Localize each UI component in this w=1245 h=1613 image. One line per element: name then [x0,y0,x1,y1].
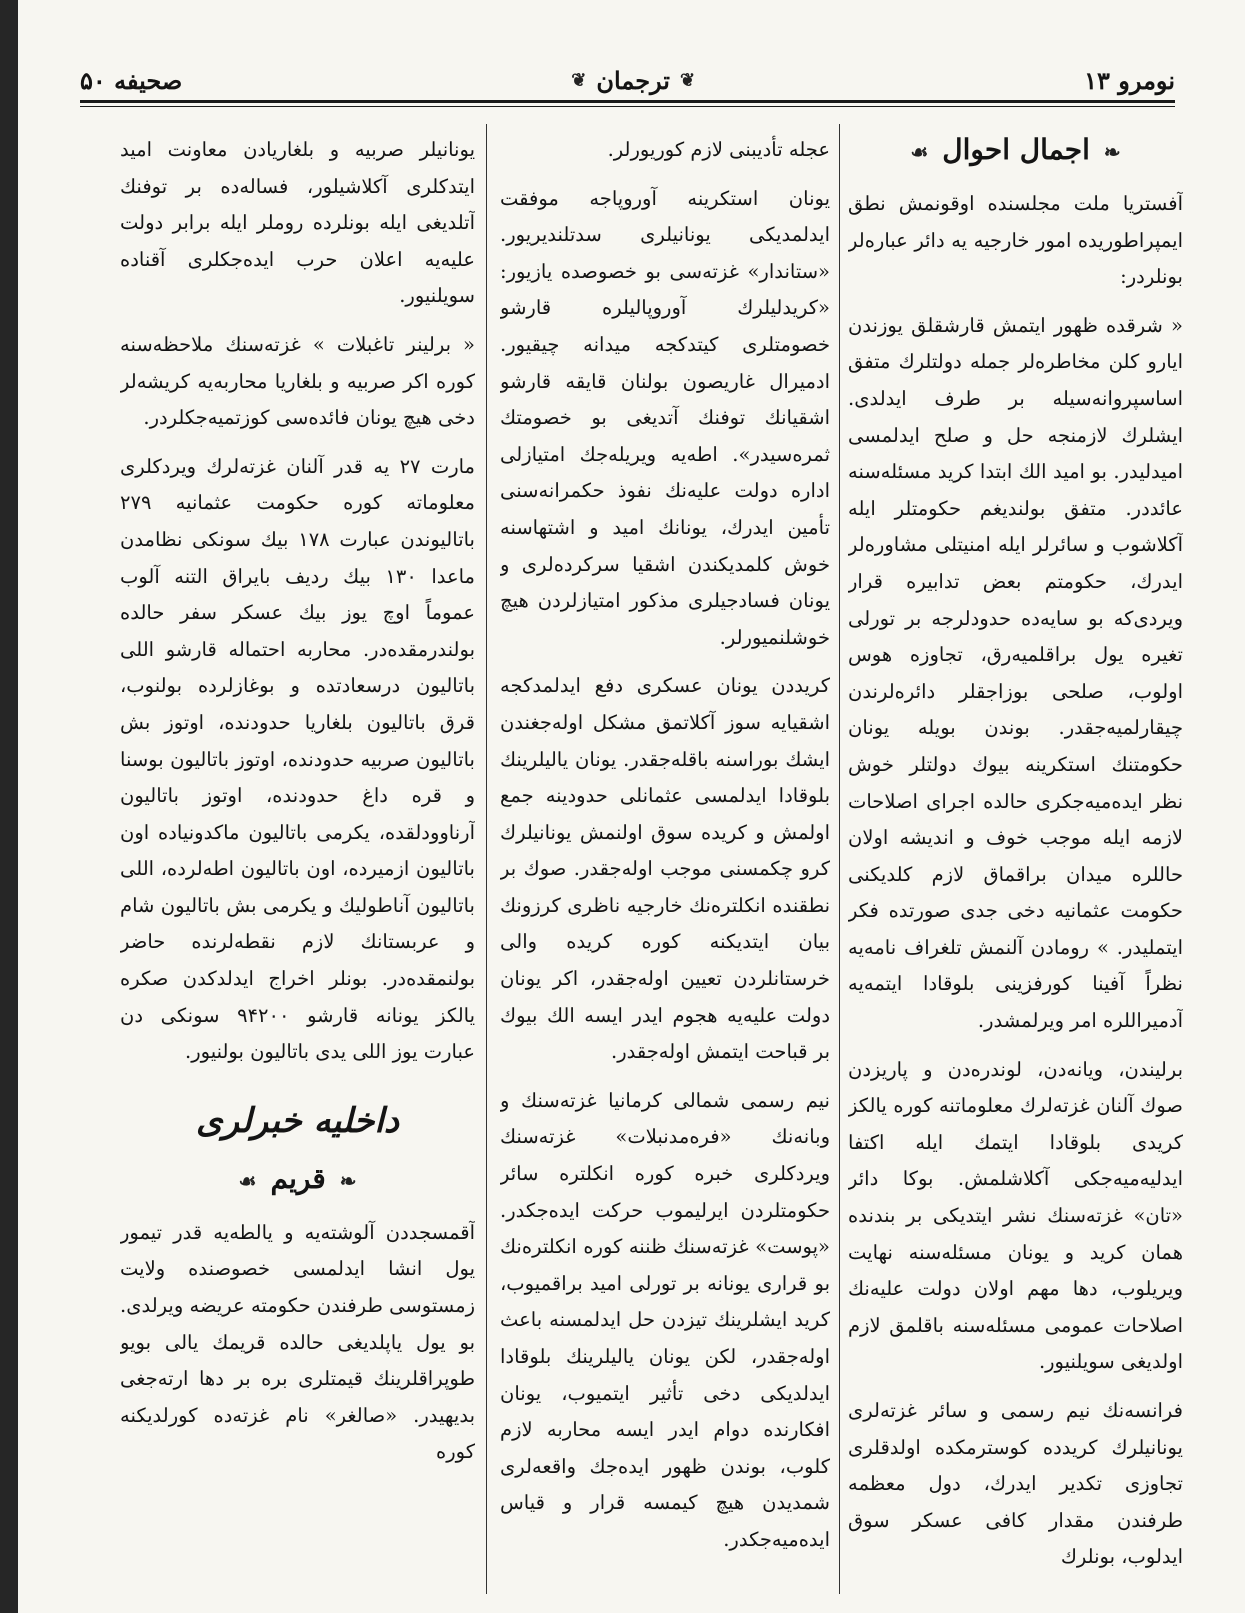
paragraph: نيم رسمى شمالى كرمانيا غزته‌سنك و وبانه‌نك «فرەمدنبلات» غزته‌سنك ويردكلرى خبره كوره انكلتره سائر حكومتلردن ايرليموب حركت ايده‌جكدر. «پوست» غزته‌سنك ظننه كوره انكلتره‌نك بو قرارى يونانه بر تورلى اميد براقميوب، كريد ايشلرينك تيزدن حل ايدلمسنه باعث اوله‌جقدر، لكن يونان ياليلرينك بلوقادا ايدلديكى دخى تأثير ايتميوب، يونان افكارنده دوام ايدر ايسه محاربه لازم كلوب، بوندن ظهور ايده‌جك واقعەلرى شمديدن هيچ كيمسه قرار و قياس ايده‌ميه‌جكدر. [500,1088,830,1551]
paragraph: مارت ۲۷ يه قدر آلنان غزته‌لرك ويردكلرى معلوماته كوره حكومت عثمانيه ۲۷۹ باتاليوندن عبارت ۱۷۸ بيك سونكى نظامدن ماعدا ۱۳۰ بيك رديف بايراق التنه آلوب عموماً اوچ يوز بيك عسكر سفر حالده بولندرمقده‌در. محاربه احتماله قارشو اللى باتاليون درسعادتده و بوغازلرده بولنوب، قرق باتاليون بلغاريا حدودنده، اوتوز بش باتاليون صربيه حدودنده، اوتوز باتاليون بوسنا و قره داغ حدودنده، اوتوز باتاليون آرناوودلقده، يكرمى باتاليون ماكدونياده اون باتاليون ازميرده، اون باتاليون اطه‌لرده، اللى باتاليون آناطوليك و يكرمى بش باتاليون شام و عربستانك لازم نقطه‌لرنده حاضر بولنمقده‌در. بونلر اخراج ايدلدكدن صكره يالكز يونانه قارشو ۹۴۲۰۰ سونكى دن عبارت يوز اللى يدى باتاليون بولنيور. [120,454,475,1064]
section-heading [848,130,1183,172]
page-number: صحيفه ۵۰ [80,65,183,95]
column-divider [839,124,841,1594]
paragraph: فرانسه‌نك نيم رسمى و سائر غزته‌لرى يونانيلرك كريدده كوسترمكده اولدقلرى تجاوزى تكدير ايدرك، دول معظمه طرفندن مقدار كافى عسكر سوق ايدلوب، بونلرك [848,1399,1183,1569]
newspaper-title: ترجمان [596,65,670,95]
paragraph: « برلينر تاغبلات » غزته‌سنك ملاحظه‌سنه كوره اكر صربيه و بلغاريا محاربه‌يه كريشه‌لر دخى هيچ يونان فائده‌سى كوزتميه‌جكلردر. [120,332,475,430]
issue-number: نومرو ۱۳ [1084,65,1175,95]
column-divider [486,124,488,1594]
ornament-icon: ❧ [339,1168,357,1193]
header-rule [80,100,1175,103]
subsection-heading [120,1159,475,1201]
column-right [848,124,1183,1594]
ornament-icon: ☙ [238,1168,257,1193]
page-header [80,62,1175,98]
column-left [120,124,475,1594]
header-rule-thin [80,106,1175,107]
paragraph: عجله تأديبنى لازم كوريورلر. [607,138,830,161]
paragraph: برليندن، ويانه‌دن، لوندرەدن و پاريزدن صوك آلنان غزته‌لرك معلوماتنه كوره يالكز كريدى بلوقادا ايتمك ايله اكتفا ايدليه‌ميه‌جكى آكلاشلمش. بوكا دائر «تان» غزته‌سنك نشر ايتديكى بر بندنده همان كريد و يونان مسئله‌سنه نهايت ويريلوب، دها مهم اولان دولت عليه‌نك اصلاحات عمومى مسئله‌سنه باقلمق لازم اولديغى سويلنيور. [848,1057,1183,1374]
section-heading-text: اجمال احوال [942,133,1090,166]
masthead [571,66,695,95]
paragraph: آفستريا ملت مجلسنده اوقونمش نطق ايمپراطوريده امور خارجيه يه دائر عبارەلر بونلردر: [848,192,1183,289]
paragraph: يونانيلر صربيه و بلغاريادن معاونت اميد ايتدكلرى آكلاشيلور، فساله‌ده بر توفنك آتلديغى ايله بونلرده روملر ايله برابر دولت عليه‌يه اعلان حرب ايده‌جكلرى آقناده سويلنيور. [120,138,475,308]
paragraph: يونان استكرينه آوروپاجه موفقت ايدلمديكى يونانيلرى سدتلنديريور. «ستاندار» غزته‌سى بو خصوصده يازيور: «كريدليلرك آوروپاليلره قارشو خصومتلرى كيتدكجه ميدانه چيقيور. ادميرال غاريصون بولنان قايقه قارشو اشقيانك توفنك آتديغى بو خصومتك ثمرەسيدر». اطه‌يه ويريله‌جك امتيازلى اداره دولت عليه‌نك نفوذ حكمرانه‌سنى تأمين ايدرك، يونانك اميد و اشتهاسنه خوش كلمديكندن اشقيا سركردەلرى و يونان فسادجيلرى مذكور امتيازلردن هيچ خوشلنميورلر. [500,186,830,649]
paragraph: آقمسجددن آلوشته‌يه و يالطه‌يه قدر تيمور يول انشا ايدلمسى خصوصنده ولايت زمستوسى طرفندن حكومته عريضه ويرلدى. بو يول ياپلديغى حالده قريمك يالى بويو طوپراقلرينك قيمتلرى بره بر دها ارته‌جغى بديهيدر. «صالغر» نام غزته‌ده كورلديكنه كوره [120,1220,475,1464]
ornament-icon: ❦ [571,69,587,91]
ornament-icon: ❧ [1103,140,1121,164]
paragraph: « شرقده ظهور ايتمش قارشقلق يوزندن ايارو كلن مخاطرەلر جمله دولتلرك متفق اساسپروانه‌سيله بر طرف ايدلدى. ايشلرك لازمنجه حل و صلح ايدلمسى اميدليدر. بو اميد الك ابتدا كريد مسئله‌سنه عائددر. متفق بولنديغم حكومتلر ايله آكلاشوب و سائرلر ايله امنيتلى مشاورەلر ايدرك، حكومتم بعض تدابيره قرار ويردى‌كه بو سايەده حدودلرجه بر تورلى تغيره يول براقلميەرق، تجاوزه هوس اولوب، صلحى بوزاجقلر دائرەلرندن چيقارلميەجقدر. بوندن بويله يونان حكومتنك استكرينه بيوك دولتلر خوش نظر ايده‌ميه‌جكرى حالده اجراى اصلاحات لازمه ايله موجب خوف و انديشه اولان حاللره ميدان براقماق لازم كلديكنى حكومت عثمانيه دخى جدى صورتده فكر ايتمليدر. » رومادن آلنمش تلغراف نامه‌يه نظراً آفينا كورفزينى بلوقادا ايتمه‌يه آدميراللره امر ويرلمشدر. [848,313,1183,1033]
column-middle [500,124,830,1594]
domestic-news-heading: داخليه خبرلرى [196,1100,399,1141]
ornament-icon: ☙ [910,140,929,164]
subsection-heading-text: قريم [270,1161,326,1195]
paragraph: كريددن يونان عسكرى دفع ايدلمدكجه اشقيايه سوز آكلاتمق مشكل اوله‌جغندن ايشك بوراسنه باقله‌جقدر. يونان ياليلرينك بلوقادا ايدلمسى عثمانلى حدودينه جمع اولمش و كريده سوق اولنمش يونانيلرك كرو چكمسنى موجب اوله‌جقدر. صوك بر نطقنده انكلتره‌نك خارجيه ناظرى كرزونك بيان ايتديكنه كوره كريده والى خرستانلردن تعيين اوله‌جقدر، اكر يونان دولت عليه‌يه هجوم ايدر ايسه الك بيوك بر قباحت ايتمش اوله‌جقدر. [500,674,830,1064]
ornament-icon: ❦ [679,69,696,91]
